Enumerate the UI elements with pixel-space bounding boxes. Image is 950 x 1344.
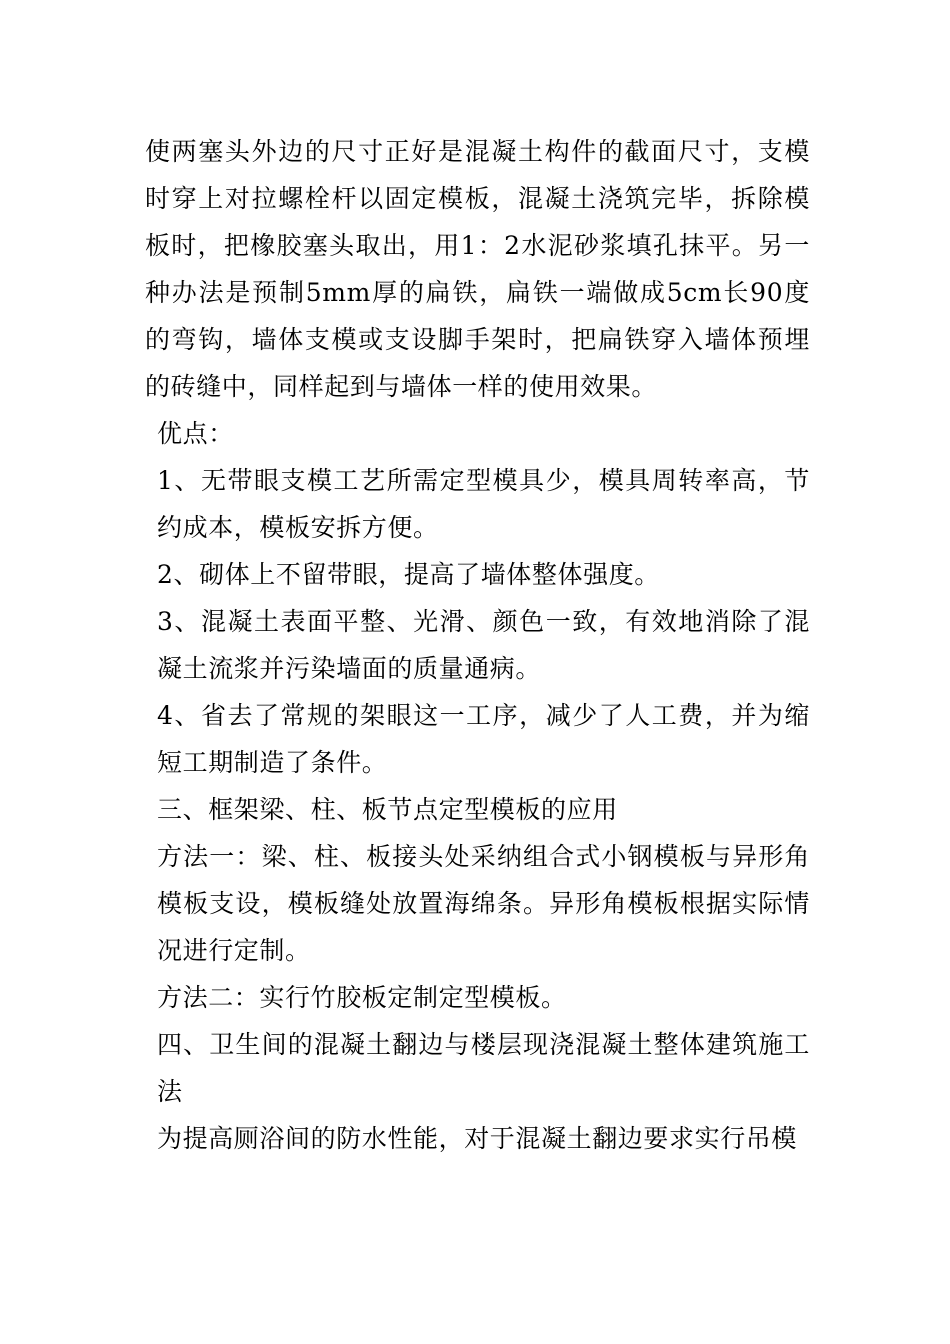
section-heading-3: 三、框架梁、柱、板节点定型模板的应用 xyxy=(157,795,618,824)
advantage-item-4: 4、省去了常规的架眼这一工序，减少了人工费，并为缩短工期制造了条件。 xyxy=(157,701,810,777)
advantages-heading: 优点： xyxy=(157,419,234,448)
section-4-paragraph: 为提高厕浴间的防水性能，对于混凝土翻边要求实行吊模 xyxy=(157,1124,798,1153)
section-heading-4: 四、卫生间的混凝土翻边与楼层现浇混凝土整体建筑施工法 xyxy=(157,1030,810,1106)
method-2-paragraph: 方法二：实行竹胶板定制定型模板。 xyxy=(157,983,567,1012)
advantage-item-2: 2、砌体上不留带眼，提高了墙体整体强度。 xyxy=(157,560,660,589)
advantage-item-3: 3、混凝土表面平整、光滑、颜色一致，有效地消除了混凝土流浆并污染墙面的质量通病。 xyxy=(157,607,810,683)
paragraph-continuation: 使两塞头外边的尺寸正好是混凝土构件的截面尺寸，支模时穿上对拉螺栓杆以固定模板，混凝土浇筑完毕，拆除模板时，把橡胶塞头取出，用1：2水泥砂浆填孔抹平。另一种办法是预制5mm厚的扁铁，扁铁一端做成5cm长90度的弯钩，墙体支模或支设脚手架时，把扁铁穿入墙体预埋的砖缝中，同样起到与墙体一样的使用效果。 xyxy=(145,137,810,401)
advantage-item-1: 1、无带眼支模工艺所需定型模具少，模具周转率高，节约成本，模板安拆方便。 xyxy=(157,466,810,542)
method-1-paragraph: 方法一：梁、柱、板接头处采纳组合式小钢模板与异形角模板支设，模板缝处放置海绵条。异形角模板根据实际情况进行定制。 xyxy=(157,842,810,965)
document-body xyxy=(145,128,810,1162)
